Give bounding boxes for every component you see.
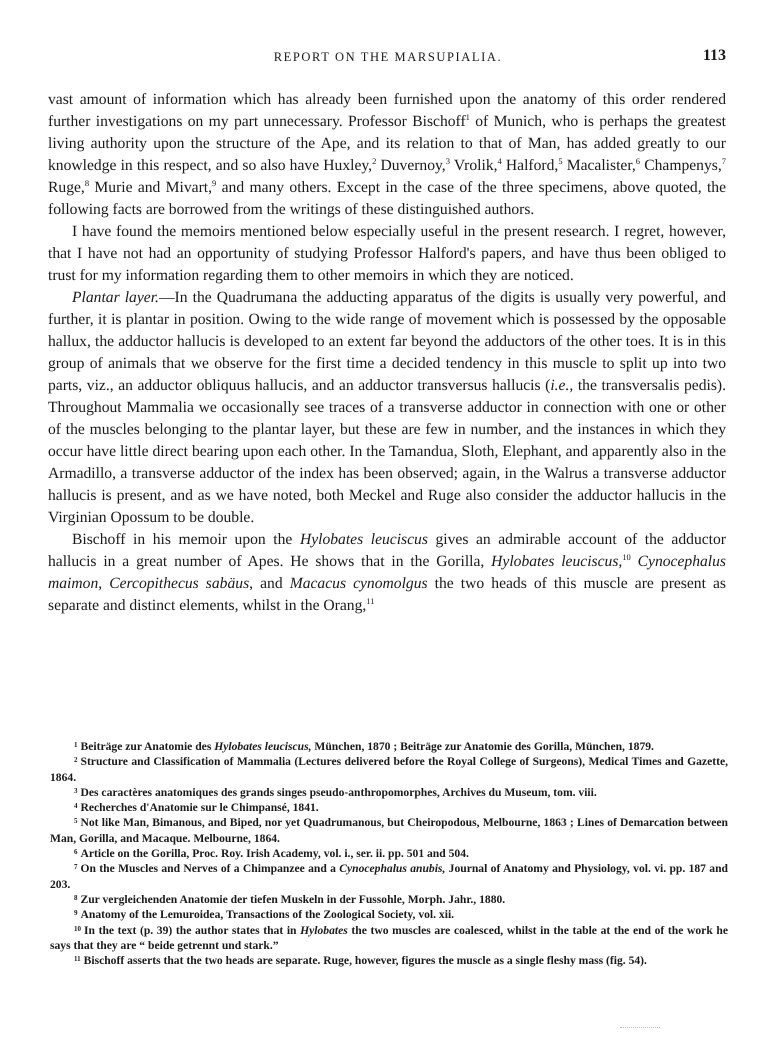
footnote-ref-4[interactable]: 4 [497, 156, 502, 166]
footnote-1: $^1$ Beiträge zur Anatomie des Hylobates leuciscus, München, 1870 ; Beiträge zur Anatomie des Gorilla, München, 1879. [74, 740, 654, 753]
footnote-ref-3[interactable]: 3 [445, 156, 450, 166]
footnote-5: $^5$ Not like Man, Bimanous, and Biped, nor yet Quadrumanous, but Cheiropodous, Melbourne, 1863 ; Lines of Demarcation between Man, Gorilla, and Macaque. Melbourne, 1864. [50, 816, 728, 845]
footnote-2: $^2$ Structure and Classification of Mammalia (Lectures delivered before the Royal College of Surgeons), Medical Times and Gazette, 1864. [50, 755, 728, 784]
footnote-3: $^3$ Des caractères anatomiques des grands singes pseudo-anthropomorphes, Archives du Museum, tom. viii. [74, 785, 597, 799]
footnote-8: $^8$ Zur vergleichenden Anatomie der tiefen Muskeln in der Fussohle, Morph. Jahr., 1880. [74, 892, 506, 906]
footnote-9: $^9$ Anatomy of the Lemuroidea, Transactions of the Zoological Society, vol. xii. [74, 908, 455, 922]
paragraph-3: Plantar layer.—In the Quadrumana the adducting apparatus of the digits is usually very powerful, and further, it is plantar in position. Owing to the wide range of movement which is possessed by the opposable hallux, the adductor hallucis is developed to an extent far beyond the adductors of the other toes. It is in this group of animals that we observe for the first time a decided tendency in this muscle to split up into two parts, viz., an adductor obliquus hallucis, and an adductor transversus hallucis (i.e., the transversalis pedis). Throughout Mammalia we occasionally see traces of a transverse adductor in connection with one or other of the muscles belonging to the plantar layer, but these are few in number, and the instances in which they occur have little direct bearing upon each other. In the Tamandua, Sloth, Elephant, and apparently also in the Armadillo, a transverse adductor of the index has been observed; again, in the Walrus a transverse adductor hallucis is present, and as we have noted, both Meckel and Ruge also consider the adductor hallucis in the Virginian Opossum to be double. [48, 289, 727, 526]
footnote-ref-2[interactable]: 2 [372, 156, 377, 166]
footnote-11: $^{11}$ Bischoff asserts that the two heads are separate. Ruge, however, figures the muscle as a single fleshy mass (fig. 54). [74, 954, 647, 968]
footnote-ref-1[interactable]: 1 [465, 112, 470, 122]
paragraph-4: Bischoff in his memoir upon the Hylobates leuciscus gives an admirable account of the adductor hallucis in a great number of Apes. He shows that in the Gorilla, Hylobates leuciscus,$^{10}$ Cynocephalus maimon, Cercopithecus sabäus, and Macacus cynomolgus the two heads of this muscle are present as separate and distinct elements, whilst in the Orang,$^{11}$ [48, 531, 726, 614]
running-title: REPORT ON THE MARSUPIALIA. [273, 50, 503, 64]
footnote-ref-10[interactable]: 10 [622, 552, 631, 562]
footnote-ref-8[interactable]: 8 [84, 178, 90, 188]
paragraph-1: vast amount of information which has already been furnished upon the anatomy of this order rendered further investigations on my part unnecessary. Professor Bischoff$^1$ of Munich, who is perhaps the greatest living authority upon the structure of the Ape, and its relation to that of Man, has added greatly to our knowledge in this respect, and so also have Huxley,$^2$ Duvernoy,$^3$ Vrolik,$^4$ Halford,$^5$ Macalister,$^6$ Champenys,$^7$ Ruge,$^8$ Murie and Mivart,$^9$ and many others. Except in the case of the three specimens, above quoted, the following facts are borrowed from the writings of these distinguished authors. [48, 91, 726, 218]
paragraph-2: I have found the memoirs mentioned below especially useful in the present research. I regret, however, that I have not had an opportunity of studying Professor Halford's papers, and have thus been obliged to trust for my information regarding them to other memoirs in which they are noticed. [48, 223, 726, 284]
footnotes [50, 739, 728, 968]
footnote-4: $^4$ Recherches d'Anatomie sur le Chimpansé, 1841. [74, 801, 319, 815]
footnote-ref-9[interactable]: 9 [212, 178, 217, 188]
footnote-ref-5[interactable]: 5 [558, 156, 563, 166]
main-text [48, 89, 726, 617]
footnote-ref-7[interactable]: 7 [721, 156, 726, 166]
print-speck [620, 1027, 660, 1029]
footnote-7: $^7$ On the Muscles and Nerves of a Chimpanzee and a Cynocephalus anubis, Journal of Anatomy and Physiology, vol. vi. pp. 187 and 203. [50, 862, 728, 891]
section-heading: Plantar layer. [72, 289, 159, 306]
page-number: 113 [702, 47, 726, 64]
footnote-ref-11[interactable]: 11 [366, 596, 375, 606]
footnote-6: $^6$ Article on the Gorilla, Proc. Roy. Irish Academy, vol. i., ser. ii. pp. 501 and 504. [74, 847, 469, 861]
running-head [50, 47, 726, 69]
footnote-ref-6[interactable]: 6 [635, 156, 641, 166]
footnote-10: $^{10}$ In the text (p. 39) the author states that in Hylobates the two muscles are coalesced, whilst in the table at the end of the work he says that they are “ beide getrennt und stark.” [50, 923, 728, 952]
